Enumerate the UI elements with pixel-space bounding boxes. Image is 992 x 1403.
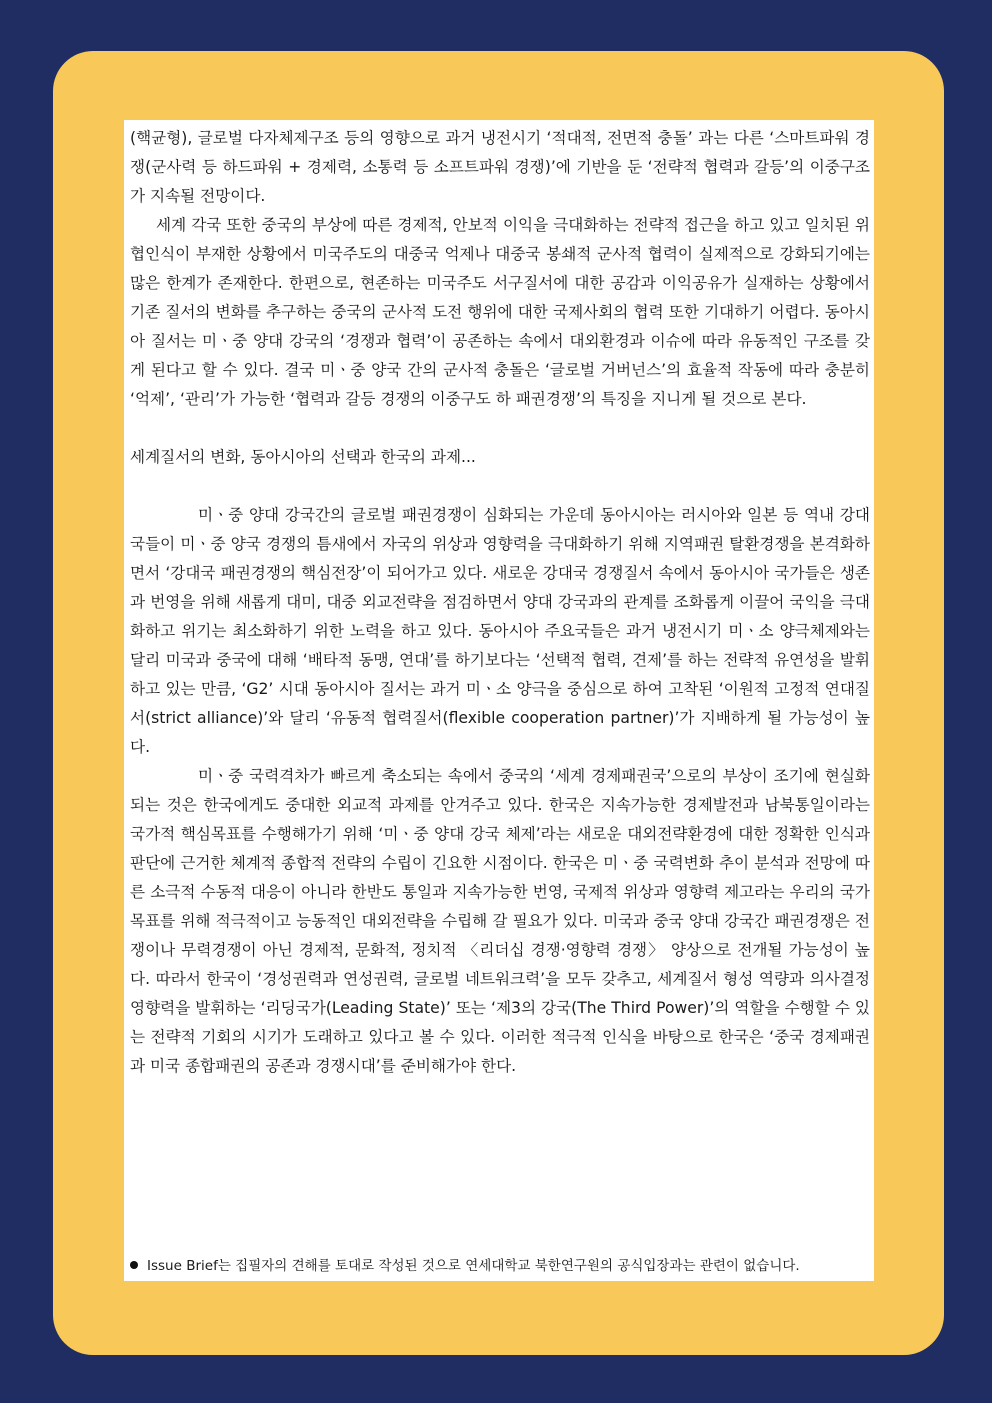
paragraph-2: 세계 각국 또한 중국의 부상에 따른 경제적, 안보적 이익을 극대화하는 전략적 접근을 하고 있고 일치된 위협인식이 부재한 상황에서 미국주도의 대중국 억제나 대중국 봉쇄적 군사적 협력이 실제적으로 강화되기에는 많은 한계가 존재한다. 한편으로, 현존하는 미국주도 서구질서에 대한 공감과 이익공유가 실재하는 상황에서 기존 질서의 변화를 추구하는 중국의 군사적 도전 행위에 대한 국제사회의 협력 또한 기대하기 어렵다. 동아시아 질서는 미ㆍ중 양대 강국의 ‘경쟁과 협력’이 공존하는 속에서 대외환경과 이슈에 따라 유동적인 구조를 갖게 된다고 할 수 있다. 결국 미ㆍ중 양국 간의 군사적 충돌은 ‘글로벌 거버넌스’의 효율적 작동에 따라 충분히 ‘억제’, ‘관리’가 가능한 ‘협력과 갈등 경쟁의 이중구도 하 패권경쟁’의 특징을 지니게 될 것으로 본다. [130, 216, 870, 408]
paragraph-4: 미ㆍ중 국력격차가 빠르게 축소되는 속에서 중국의 ‘세계 경제패권국’으로의 부상이 조기에 현실화되는 것은 한국에게도 중대한 외교적 과제를 안겨주고 있다. 한국은 지속가능한 경제발전과 남북통일이라는 국가적 핵심목표를 수행해가기 위해 ‘미ㆍ중 양대 강국 체제’라는 새로운 대외전략환경에 대한 정확한 인식과 판단에 근거한 체계적 종합적 전략의 수립이 긴요한 시점이다. 한국은 미ㆍ중 국력변화 추이 분석과 전망에 따른 소극적 수동적 대응이 아니라 한반도 통일과 지속가능한 번영, 국제적 위상과 영향력 제고라는 우리의 국가목표를 위해 적극적이고 능동적인 대외전략을 수립해 갈 필요가 있다. 미국과 중국 양대 강국간 패권경쟁은 전쟁이나 무력경쟁이 아닌 경제적, 문화적, 정치적 〈리더십 경쟁·영향력 경쟁〉 양상으로 전개될 가능성이 높다. 따라서 한국이 ‘경성권력과 연성권력, 글로벌 네트워크력’을 모두 갖추고, 세계질서 형성 역량과 의사결정 영향력을 발휘하는 ‘리딩국가(Leading State)’ 또는 ‘제3의 강국(The Third Power)’의 역할을 수행할 수 있는 전략적 기회의 시기가 도래하고 있다고 볼 수 있다. 이러한 적극적 인식을 바탕으로 한국은 ‘중국 경제패권과 미국 종합패권의 공존과 경쟁시대’를 준비해가야 한다. [130, 767, 870, 1075]
paragraph-1: (핵균형), 글로벌 다자체제구조 등의 영향으로 과거 냉전시기 ‘적대적, 전면적 충돌’ 과는 다른 ‘스마트파워 경쟁(군사력 등 하드파워 + 경제력, 소통력 등 소프트파워 경쟁)’에 기반을 둔 ‘전략적 협력과 갈등’의 이중구조가 지속될 전망이다. [130, 129, 870, 205]
bullet-icon [130, 1261, 138, 1269]
footnote [130, 1256, 870, 1276]
footnote-text: Issue Brief는 집필자의 견해를 토대로 작성된 것으로 연세대학교 북한연구원의 공식입장과는 관련이 없습니다. [147, 1258, 800, 1274]
paragraph-3: 미ㆍ중 양대 강국간의 글로벌 패권경쟁이 심화되는 가운데 동아시아는 러시아와 일본 등 역내 강대국들이 미ㆍ중 양국 경쟁의 틈새에서 자국의 위상과 영향력을 극대화하기 위해 지역패권 탈환경쟁을 본격화하면서 ‘강대국 패권경쟁의 핵심전장’이 되어가고 있다. 새로운 강대국 경쟁질서 속에서 동아시아 국가들은 생존과 번영을 위해 새롭게 대미, 대중 외교전략을 점검하면서 양대 강국과의 관계를 조화롭게 이끌어 국익을 극대화하고 위기는 최소화하기 위한 노력을 하고 있다. 동아시아 주요국들은 과거 냉전시기 미ㆍ소 양극체제와는 달리 미국과 중국에 대해 ‘배타적 동맹, 연대’를 하기보다는 ‘선택적 협력, 견제’를 하는 전략적 유연성을 발휘하고 있는 만큼, ‘G2’ 시대 동아시아 질서는 과거 미ㆍ소 양극을 중심으로 하여 고착된 ‘이원적 고정적 연대질서(strict alliance)’와 달리 ‘유동적 협력질서(flexible cooperation partner)’가 지배하게 될 가능성이 높다. [130, 506, 870, 756]
spacer [130, 472, 870, 501]
spacer [130, 414, 870, 443]
article-body [130, 124, 870, 1081]
section-heading: 세계질서의 변화, 동아시아의 선택과 한국의 과제... [130, 448, 476, 466]
